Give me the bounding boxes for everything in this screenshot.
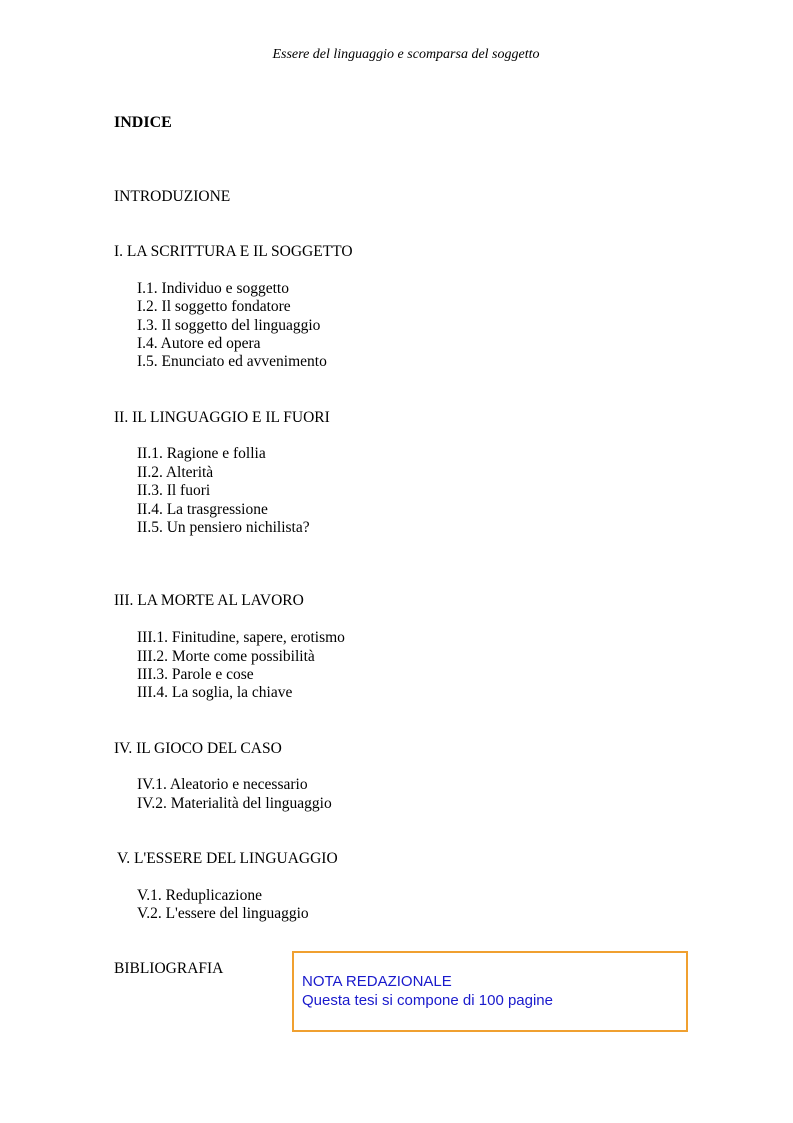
toc-chapter-2: II. IL LINGUAGGIO E IL FUORI [114,409,330,426]
toc-section: IV.1. Aleatorio e necessario [137,776,308,793]
toc-title: INDICE [114,114,172,131]
toc-section: III.3. Parole e cose [137,666,254,683]
toc-section: I.4. Autore ed opera [137,335,261,352]
toc-section: III.1. Finitudine, sapere, erotismo [137,629,345,646]
toc-section: III.4. La soglia, la chiave [137,684,293,701]
running-header: Essere del linguaggio e scomparsa del soggetto [272,47,540,62]
toc-section: I.1. Individuo e soggetto [137,280,289,297]
editorial-note-heading: NOTA REDAZIONALE [302,973,452,990]
toc-section: II.1. Ragione e follia [137,445,266,462]
toc-section: II.4. La trasgressione [137,501,268,518]
editorial-note-box [292,951,688,1032]
toc-chapter-5: V. L'ESSERE DEL LINGUAGGIO [117,850,338,867]
toc-section: I.3. Il soggetto del linguaggio [137,317,321,334]
toc-section: V.1. Reduplicazione [137,887,262,904]
toc-section: II.5. Un pensiero nichilista? [137,519,310,536]
toc-section: I.2. Il soggetto fondatore [137,298,291,315]
toc-section: V.2. L'essere del linguaggio [137,905,309,922]
toc-section: IV.2. Materialità del linguaggio [137,795,332,812]
toc-chapter-4: IV. IL GIOCO DEL CASO [114,740,282,757]
toc-section: III.2. Morte come possibilità [137,648,315,665]
toc-section: I.5. Enunciato ed avvenimento [137,353,327,370]
toc-section: II.2. Alterità [137,464,214,481]
editorial-note-text: Questa tesi si compone di 100 pagine [302,992,553,1009]
toc-chapter-3: III. LA MORTE AL LAVORO [114,592,304,609]
toc-chapter-1: I. LA SCRITTURA E IL SOGGETTO [114,243,353,260]
toc-introduction: INTRODUZIONE [114,188,231,205]
toc-section: II.3. Il fuori [137,482,211,499]
toc-bibliography: BIBLIOGRAFIA [114,960,224,977]
